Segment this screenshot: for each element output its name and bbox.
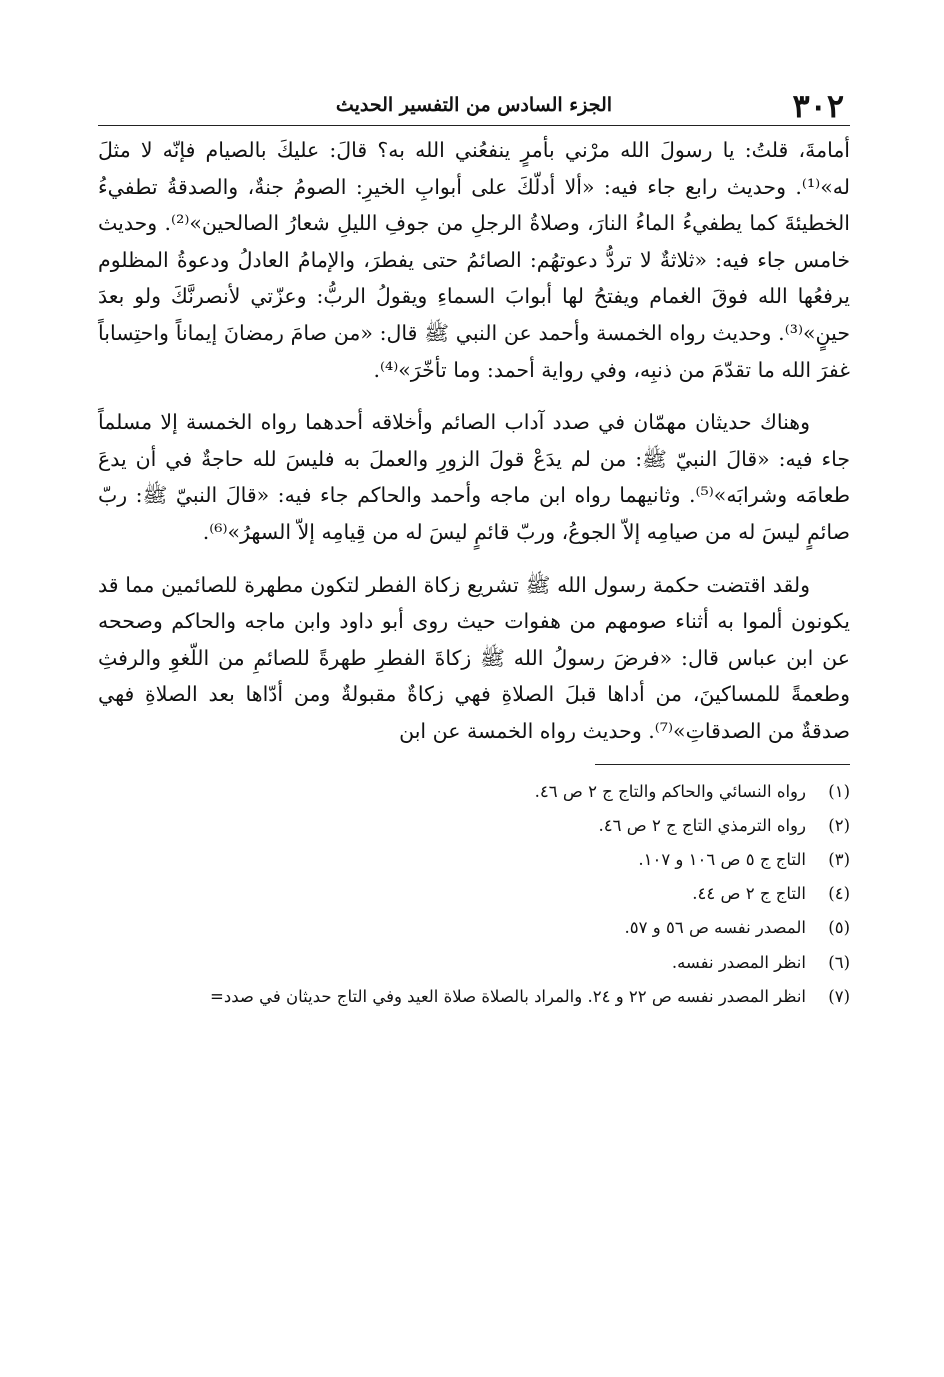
footnote	[98, 877, 850, 911]
page-number: ٣٠٢	[792, 87, 844, 125]
footnote-number: (٤)	[828, 884, 850, 904]
footnote	[98, 980, 850, 1014]
footnote	[98, 809, 850, 843]
footnote-number: (٣)	[828, 849, 850, 869]
paragraph: وهناك حديثان مهمّان في صدد آداب الصائم وأخلاقه أحدهما رواه الخمسة إلا مسلماً جاء فيه: «قالَ النبيّ ﷺ: من لم يدَعْ قولَ الزورِ والعملَ به فليسَ لله حاجةٌ في أن يدعَ طعامَه وشرابَه»⁽⁵⁾. وثانيهما رواه ابن ماجه وأحمد والحاكم جاء فيه: «قالَ النبيّ ﷺ: ربّ صائمٍ ليسَ له من صيامِه إلاّ الجوعُ، وربّ قائمٍ ليسَ له من قِيامِه إلاّ السهرُ»⁽⁶⁾.	[98, 410, 851, 544]
book-page	[98, 86, 850, 1014]
footnote-text: رواه النسائي والحاكم والتاج ج ٢ ص ٤٦.	[534, 781, 806, 801]
footnote-number: (٢)	[828, 815, 850, 835]
footnote-number: (٧)	[828, 986, 850, 1006]
footnote-rule	[595, 764, 850, 765]
footnote-text: المصدر نفسه ص ٥٦ و ٥٧.	[624, 918, 806, 938]
paragraph: أمامةَ، قلتُ: يا رسولَ الله مرْني بأمرٍ ينفعُني الله به؟ قالَ: عليكَ بالصيام فإنّه لا مثلَ له»⁽¹⁾. وحديث رابع جاء فيه: «ألا أدلّكَ على أبوابِ الخيرِ: الصومُ جنةٌ، والصدقةُ تطفيءُ الخطيئةَ كما يطفيءُ الماءُ النارَ، وصلاةُ الرجلِ من جوفِ الليلِ شعارُ الصالحين»⁽²⁾. وحديث خامس جاء فيه: «ثلاثةٌ لا تردُّ دعوتهُم: الصائمُ حتى يفطرَ، والإمامُ العادلُ ودعوةُ المظلوم يرفعُها الله فوقَ الغمام ويفتحُ لها أبوابَ السماءِ ويقولُ الربُّ: وعزّتي لأنصرنَّكَ ولو بعدَ حينٍ»⁽³⁾. وحديث رواه الخمسة وأحمد عن النبي ﷺ قال: «من صامَ رمضانَ إيماناً واحتِساباً غفرَ الله ما تقدّمَ من ذنبِه، وفي رواية أحمد: وما تأخّرَ»⁽⁴⁾.	[98, 138, 850, 382]
paragraph: ولقد اقتضت حكمة رسول الله ﷺ تشريع زكاة الفطر لتكون مطهرة للصائمين مما قد يكونون ألموا به أثناء صومهم من هفوات حيث روى أبو داود وابن ماجه والحاكم وصححه عن ابن عباس قال: «فرضَ رسولُ الله ﷺ زكاةَ الفطرِ طهرةً للصائمِ من اللّغوِ والرفثِ وطعمةً للمساكينَ، من أداها قبلَ الصلاةِ فهي زكاةٌ مقبولةٌ ومن أدّاها بعد الصلاةِ فهي صدقةٌ من الصدقاتِ»⁽⁷⁾. وحديث رواه الخمسة عن ابن	[98, 572, 850, 743]
page-header	[98, 86, 850, 126]
running-title: الجزء السادس من التفسير الحديث	[335, 94, 613, 116]
footnotes	[98, 775, 850, 1014]
footnote-text: انظر المصدر نفسه ص ٢٢ و ٢٤. والمراد بالصلاة صلاة العيد وفي التاج حديثان في صدد=	[210, 986, 806, 1006]
footnote-text: انظر المصدر نفسه.	[671, 952, 806, 972]
footnote	[98, 911, 850, 945]
footnote	[98, 946, 850, 980]
footnote	[98, 775, 850, 809]
footnote-text: رواه الترمذي التاج ج ٢ ص ٤٦.	[598, 815, 806, 835]
footnote-number: (١)	[828, 781, 850, 801]
footnote	[98, 843, 850, 877]
footnote-text: التاج ج ٢ ص ٤٤.	[692, 884, 806, 904]
footnote-number: (٥)	[828, 918, 850, 938]
body-text	[98, 132, 850, 750]
footnote-number: (٦)	[828, 952, 850, 972]
header-rule	[98, 125, 850, 126]
footnote-text: التاج ج ٥ ص ١٠٦ و ١٠٧.	[638, 849, 806, 869]
